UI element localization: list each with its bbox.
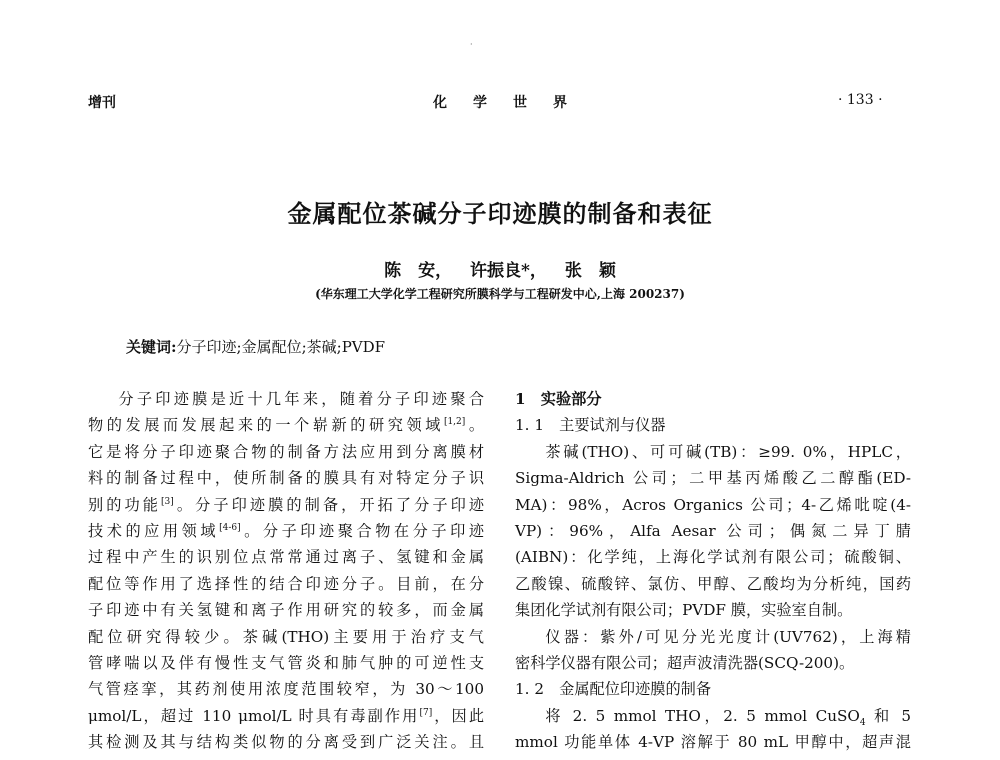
body-line: 分子印迹膜是近十几年来，随着分子印迹聚合 — [118, 390, 484, 408]
body-line: 将 2. 5 mmol THO，2. 5 mmol CuSO$_4$ 和 5 — [545, 706, 911, 728]
body-line: MA)：98%，Acros Organics 公司；4-乙烯吡啶(4- — [515, 495, 911, 514]
body-line: 其检测及其与结构类似物的分离受到广泛关注。且 — [88, 733, 484, 752]
body-line: 料的制备过程中，使所制备的膜具有对特定分子识 — [88, 469, 484, 488]
author-3: 张 颖 — [564, 261, 616, 281]
body-line: μmol/L，超过 110 μmol/L 时具有毒副作用[7]，因此 — [88, 706, 485, 725]
left-column — [88, 386, 484, 756]
section-heading: 1 实验部分 — [515, 390, 602, 408]
page-number: · 133 · — [838, 92, 883, 108]
body-line: (AIBN)：化学纯，上海化学试剂有限公司；硫酸铜、 — [515, 548, 911, 567]
keywords — [126, 336, 385, 357]
author-2: 许振良*， — [470, 261, 547, 281]
body-line: 过程中产生的识别位点常常通过离子、氢键和金属 — [88, 548, 484, 567]
journal-issue-label: 增刊 — [88, 95, 116, 111]
body-line: 配位等作用了选择性的结合印迹分子。目前，在分 — [88, 574, 484, 593]
body-line: 密科学仪器有限公司；超声波清洗器(SCQ-200)。 — [515, 654, 855, 673]
body-line: VP)：96%，Alfa Aesar 公司；偶氮二异丁腈 — [515, 522, 911, 541]
body-line: 子印迹中有关氢键和离子作用研究的较多，而金属 — [88, 601, 484, 620]
body-line: Sigma-Aldrich 公司；二甲基丙烯酸乙二醇酯(ED- — [515, 469, 911, 488]
body-line: 别的功能[3]。分子印迹膜的制备，开拓了分子印迹 — [88, 495, 484, 514]
paper-title: 金属配位茶碱分子印迹膜的制备和表征 — [287, 199, 713, 228]
page-mark: · — [470, 40, 473, 49]
body-line: 技术的应用领域[4-6]。分子印迹聚合物在分子印迹 — [88, 522, 485, 541]
citation: [4-6] — [219, 522, 241, 533]
journal-name: 化学世界 — [433, 95, 593, 111]
subsection-heading: 1. 1 主要试剂与仪器 — [515, 416, 666, 435]
citation: [1,2] — [443, 417, 466, 428]
citation: [3] — [161, 496, 174, 507]
subsection-heading: 1. 2 金属配位印迹膜的制备 — [515, 680, 712, 699]
body-line: 气管痉挛，其药剂使用浓度范围较窄，为 30～100 — [88, 680, 484, 699]
body-line: 它是将分子印迹聚合物的制备方法应用到分离膜材 — [88, 442, 484, 461]
body-line: 集团化学试剂有限公司；PVDF 膜，实验室自制。 — [515, 601, 853, 620]
keywords-label: 关键词: — [126, 338, 177, 356]
body-line: 茶碱(THO)、可可碱(TB)：≥99. 0%，HPLC， — [545, 442, 911, 461]
body-line: 仪器：紫外/可见分光光度计(UV762)，上海精 — [545, 627, 911, 646]
body-line: 配位研究得较少。茶碱(THO)主要用于治疗支气 — [88, 627, 484, 646]
author-1: 陈 安， — [384, 261, 453, 281]
body-line: 物的发展而发展起来的一个崭新的研究领域[1,2]。 — [88, 416, 485, 435]
keywords-text: 分子印迹;金属配位;茶碱;PVDF — [176, 338, 386, 356]
affiliation: (华东理工大学化学工程研究所膜科学与工程研发中心,上海 200237) — [315, 287, 685, 301]
subscript: 4 — [859, 717, 866, 728]
author-list — [0, 256, 1000, 281]
body-line: mmol 功能单体 4-VP 溶解于 80 mL 甲醇中，超声混 — [515, 733, 911, 752]
citation: [7] — [419, 707, 433, 718]
body-line: 管哮喘以及伴有慢性支气管炎和肺气肿的可逆性支 — [88, 654, 484, 673]
right-column — [515, 386, 911, 756]
body-line: 乙酸镍、硫酸锌、氯仿、甲醇、乙酸均为分析纯，国药 — [515, 574, 911, 593]
